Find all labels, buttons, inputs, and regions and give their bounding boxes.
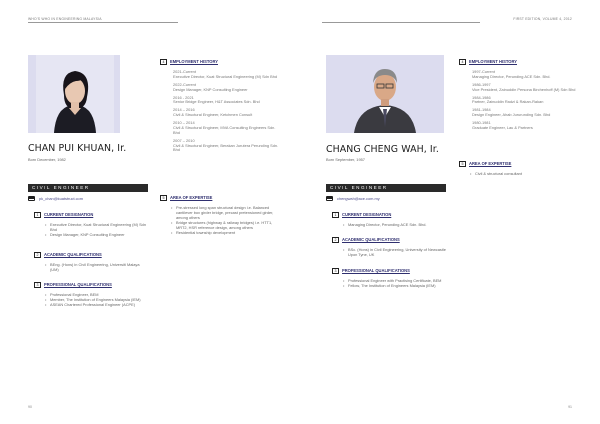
section-number: 5 — [459, 161, 466, 167]
list-item: • ASEAN Chartered Professional Engineer (ACPE) — [44, 302, 148, 307]
section-number: 2 — [332, 237, 339, 243]
page-number: 91 — [568, 405, 572, 409]
list-item: • Professional Engineer with Practising Certificate, BEM — [342, 278, 450, 283]
section-area-of-expertise — [160, 194, 212, 201]
email-link[interactable]: pk_chan@kuatstruct.com — [39, 196, 83, 201]
section-title: PROFESSIONAL QUALIFICATIONS — [342, 268, 410, 273]
section-number: 3 — [34, 282, 41, 288]
section-academic-qualifications — [34, 251, 102, 258]
section-number: 1 — [332, 212, 339, 218]
professional-list — [342, 278, 450, 288]
role-banner: CIVIL ENGINEER — [326, 184, 446, 192]
running-header: FIRST EDITION, VOLUME 4, 2012 — [513, 17, 572, 21]
section-title: EMPLOYMENT HISTORY — [170, 59, 218, 64]
list-item: • Pre-stressed long span structural design i.e. Balanced cantilever box girder bridge, precast pretensioned girder, among others — [170, 205, 282, 220]
section-professional-qualifications — [34, 281, 112, 288]
employment-entry: 2016 - 2021 Senior Bridge Engineer, H&T Associates Sdn. Bhd — [173, 94, 260, 105]
section-number: 3 — [332, 268, 339, 274]
profile-name: CHAN PUI KHUAN, Ir. — [28, 143, 127, 154]
list-item: • Design Manager, KNP Consulting Engineer — [44, 232, 148, 237]
email-icon — [326, 196, 333, 201]
section-number: 4 — [459, 59, 466, 65]
list-item: • Fellow, The Institution of Engineers Malaysia (IEM) — [342, 283, 450, 288]
birth-date: Born December, 1982 — [28, 157, 66, 162]
list-item: • BSc. (Hons) in Civil Engineering, University of Newcastle Upon Tyne, UK — [342, 247, 450, 257]
section-area-of-expertise — [459, 160, 511, 167]
employment-entry: 1986-1997 Vice President, Zainuddin Persona Birchenhoff (M) Sdn Bhd — [472, 81, 576, 92]
employment-entry: 2007 – 2010 Civil & Structural Engineer, Berakan Jurutera Perunding Sdn. Bhd — [173, 137, 279, 153]
list-item: • Executive Director, Kuat Structural Engineering (M) Sdn Bhd — [44, 222, 148, 232]
expertise-list — [170, 205, 282, 236]
portrait-photo — [346, 55, 424, 133]
employment-list — [173, 70, 283, 156]
employment-entry: 1997-Current Managing Director, Perunding ACE Sdn. Bhd. — [472, 69, 551, 79]
role-banner: CIVIL ENGINEER — [28, 184, 148, 192]
employment-entry: 2022-Current Design Manager, KNP Consulting Engineer — [173, 81, 248, 92]
section-title: AREA OF EXPERTISE — [469, 161, 512, 166]
section-title: ACADEMIC QUALIFICATIONS — [44, 252, 102, 257]
section-professional-qualifications — [332, 267, 410, 274]
list-item: • Professional Engineer, BEM — [44, 292, 148, 297]
list-item: • Member, The Institution of Engineers Malaysia (IEM) — [44, 297, 148, 302]
birth-date: Born September, 1957 — [326, 157, 365, 162]
section-title: EMPLOYMENT HISTORY — [469, 59, 517, 64]
email-row — [326, 195, 380, 202]
employment-entry: 2021-Current Executive Director, Kuat Structural Engineering (M) Sdn Bhd — [173, 69, 278, 79]
email-link[interactable]: chengwah@ace.com.my — [337, 196, 380, 201]
section-number: 4 — [160, 59, 167, 65]
employment-entry: 1981-1984 Design Engineer, Ahab Jururunding Sdn. Bhd — [472, 107, 551, 118]
section-title: CURRENT DESIGNATION — [44, 212, 94, 217]
section-current-designation — [332, 211, 391, 218]
section-current-designation — [34, 211, 93, 218]
employment-entry: 2010 – 2014 Civil & Structural Engineer, MVA Consulting Engineers Sdn. Bhd — [173, 120, 276, 135]
section-title: CURRENT DESIGNATION — [342, 212, 392, 217]
professional-list — [44, 292, 148, 308]
academic-list — [342, 247, 450, 257]
employment-list — [472, 70, 582, 134]
section-title: AREA OF EXPERTISE — [170, 195, 213, 200]
profile-name: CHANG CHENG WAH, Ir. — [326, 144, 439, 155]
list-item: • Managing Director, Perunding ACE Sdn. Bhd. — [342, 222, 450, 227]
section-title: PROFESSIONAL QUALIFICATIONS — [44, 282, 112, 287]
email-row — [28, 195, 83, 202]
list-item: • Residential township development — [170, 230, 282, 235]
header-rule — [322, 22, 480, 23]
section-employment-history — [160, 58, 218, 65]
section-employment-history — [459, 58, 517, 65]
employment-entry: 1980-1981 Graduate Engineer, Lau & Partners — [472, 120, 533, 130]
expertise-list — [469, 171, 581, 176]
right-page — [300, 0, 600, 424]
email-icon — [28, 196, 35, 201]
designation-list — [342, 222, 450, 227]
list-item: • BEng. (Hons) in Civil Engineering, Universiti Malaya (UM) — [44, 262, 148, 272]
section-number: 5 — [160, 195, 167, 201]
running-header: WHO'S WHO IN ENGINEERING MALAYSIA — [28, 17, 102, 21]
employment-entry: 1984-1986 Partner, Zainuddin Radzi & Rakan-Rakan — [472, 94, 544, 105]
section-number: 1 — [34, 212, 41, 218]
academic-list — [44, 262, 148, 272]
employment-entry: 2014 – 2016 Civil & Structural Engineer, Ketchmen Consult — [173, 107, 253, 118]
page-number: 90 — [28, 405, 32, 409]
header-rule — [28, 22, 178, 23]
list-item: • Civil & structural consultant — [469, 171, 581, 176]
section-academic-qualifications — [332, 236, 400, 243]
section-title: ACADEMIC QUALIFICATIONS — [342, 237, 400, 242]
portrait-photo — [36, 55, 114, 133]
section-number: 2 — [34, 252, 41, 258]
designation-list — [44, 222, 148, 237]
list-item: • Bridge structures (highway & railway bridges) i.e. HTT1, MRT2, HSR reference design, among others — [170, 220, 282, 230]
